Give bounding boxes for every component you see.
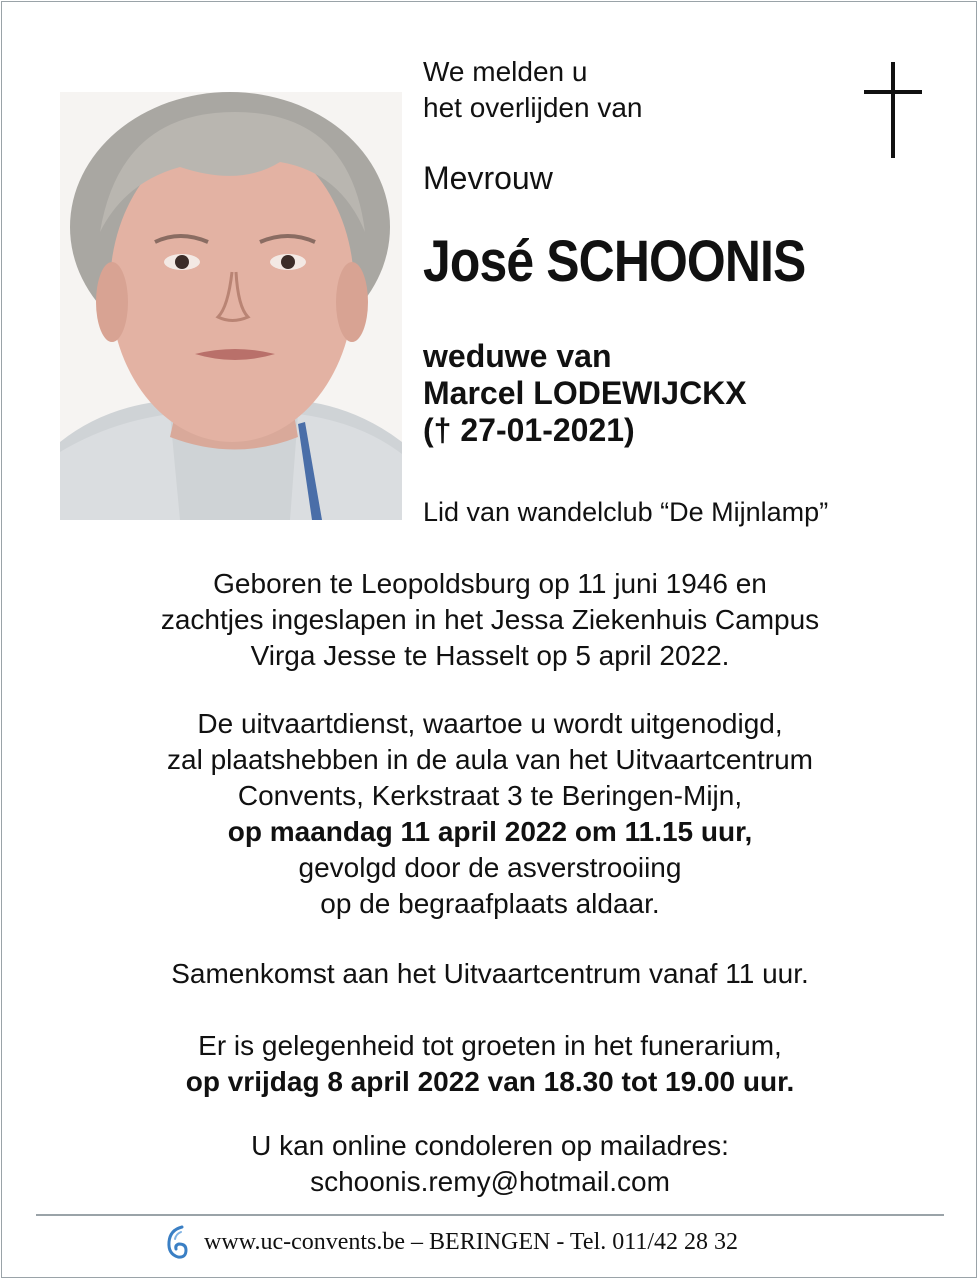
text-line: Samenkomst aan het Uitvaartcentrum vanaf 11 uur.: [171, 958, 809, 989]
text-line: Er is gelegenheid tot groeten in het funerarium,: [198, 1030, 782, 1061]
salutation: Mevrouw: [423, 160, 553, 196]
portrait-photo: [60, 92, 402, 520]
intro-text: [423, 54, 642, 126]
text-line: Geboren te Leopoldsburg op 11 juni 1946 en: [213, 568, 767, 599]
widow-info: [423, 338, 747, 449]
intro-line: het overlijden van: [423, 92, 643, 123]
viewing-paragraph: [0, 1028, 980, 1100]
text-line: Virga Jesse te Hasselt op 5 april 2022.: [250, 640, 730, 671]
funeral-home-logo-icon: [164, 1224, 190, 1260]
text-line: De uitvaartdienst, waartoe u wordt uitgenodigd,: [197, 708, 783, 739]
footer-contact[interactable]: www.uc-convents.be – BERINGEN - Tel. 011/42 28 32: [204, 1228, 739, 1255]
text-line: Convents, Kerkstraat 3 te Beringen-Mijn,: [237, 780, 743, 811]
viewing-date: op vrijdag 8 april 2022 van 18.30 tot 19.00 uur.: [185, 1066, 795, 1097]
footer-divider: [36, 1214, 944, 1216]
condolence-email[interactable]: schoonis.remy@hotmail.com: [310, 1166, 670, 1197]
spouse-death-date: († 27-01-2021): [423, 412, 635, 448]
text-line: gevolgd door de asverstrooiing: [298, 852, 682, 883]
text-line: op de begraafplaats aldaar.: [320, 888, 660, 919]
condolence-paragraph: [0, 1128, 980, 1200]
spouse-name: Marcel LODEWIJCKX: [423, 375, 747, 411]
widow-line: weduwe van: [423, 338, 612, 374]
cross-icon: [864, 62, 922, 158]
gathering-paragraph: [0, 956, 980, 992]
deceased-name: José SCHOONIS: [423, 229, 806, 294]
birth-death-paragraph: [0, 566, 980, 674]
club-membership: Lid van wandelclub “De Mijnlamp”: [423, 497, 829, 527]
text-line: zal plaatshebben in de aula van het Uitvaartcentrum: [167, 744, 813, 775]
text-line: zachtjes ingeslapen in het Jessa Ziekenhuis Campus: [160, 604, 820, 635]
service-paragraph: [0, 706, 980, 922]
intro-line: We melden u: [423, 56, 588, 87]
service-date: op maandag 11 april 2022 om 11.15 uur,: [227, 816, 753, 847]
text-line: U kan online condoleren op mailadres:: [251, 1130, 729, 1161]
footer: [164, 1222, 738, 1262]
